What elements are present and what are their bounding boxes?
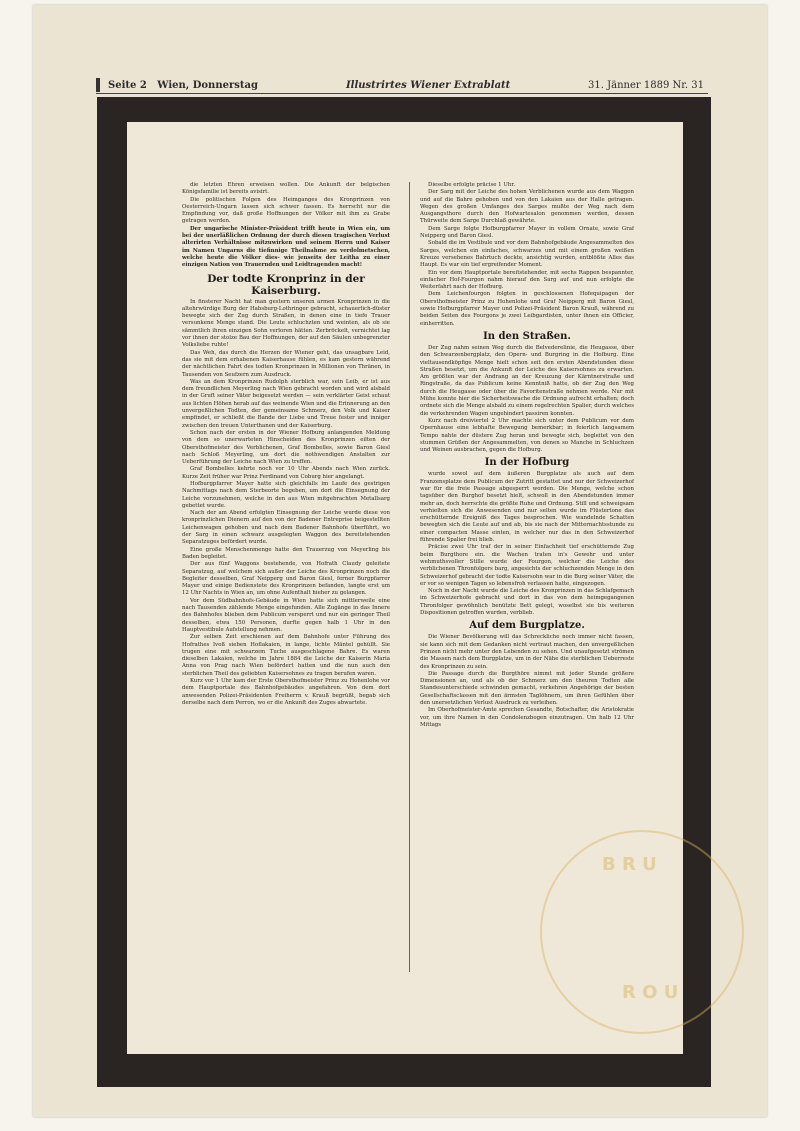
paragraph: Graf Bombelles kehrte noch vor 10 Uhr Abends nach Wien zurück. Kurze Zeit früher war Prinz Ferdinand von Coburg hier angelangt. (182, 466, 390, 480)
paragraph: Zur selben Zeit erschienen auf dem Bahnhofe unter Führung des Hofrathes Ivoß sieben Hoflakaien, in lange, lichte Mäntel gehüllt. Sie trugen eine mit schwarzem Tuche ausgeschlagene Bahre. Es waren dieselben Lakaien, welche im Jahre 1884 die Leiche der Kaiserin Maria Anna von Prag nach Wien befördert hatten und die nun auch den sterblichen Theil des geliebten Kaisersohnes zu tragen berufen waren. (182, 634, 390, 677)
section-heading: Der todte Kronprinz in der Kaiserburg. (207, 272, 365, 297)
section-heading: In der Hofburg (484, 457, 570, 469)
header-rule (96, 93, 708, 94)
paragraph: die letzten Ehren erweisen wollen. Die Ankunft der belgischen Königsfamilie ist bereits avisirt. (182, 182, 390, 196)
page-number-and-place: Seite 2 Wien, Donnerstag (108, 80, 258, 91)
page-header (96, 78, 708, 94)
paragraph: Schon nach der ersten in der Wiener Hofburg anlangenden Meldung von dem so unerwarteten Hinscheiden des Kronprinzen eilten der Obersthofmeister des Verblichenen, Graf Bombelles, sowie Baron Giesl nach Schloß Meyerling, um dort die nothwendigen Anstalten zur Ueberführung der Leiche nach Wien zu treffen. (182, 429, 390, 466)
issue-date: 31. Jänner 1889 Nr. 31 (588, 80, 704, 91)
paragraph: Die politischen Folgen des Heimganges des Kronprinzen von Oesterreich-Ungarn lassen sich schwer fassen. Es herrscht nur die Empfindung vor, daß große Hoffnungen der Völker mit ihm zu Grabe getragen werden. (182, 196, 390, 225)
paragraph: In finsterer Nacht hat man gestern unseren armen Kronprinzen in die altehrwürdige Burg der Habsburg-Lothringer gebracht, schauerlich-düster bewegte sich der Zug durch Straßen, in denen eine in tiefe Trauer versunkene Menge stand. Die Leute schluchzten und weinten, als ob sie sämmtlich ihren einzigen Sohn verloren hätten. Zerbröckelt, vernichtet lag vor ihnen der stolze Bau der Hoffnungen, der auf den Säulen unbegrenzter Volksliebe ruhte! (182, 298, 390, 349)
paragraph: Was an dem Kronprinzen Rudolph sterblich war, sein Leib, er ist aus dem freundlichen Meyerling nach Wien gebracht worden und wird alsbald in der Gruft seiner Väter beigesetzt werden — sein verklärter Geist schaut aus lichten Höhen herab auf das weinende Wien und die Erinnerung an den unvergeßlichen Todten, der gemeinsame Schmerz, den Volk und Kaiser empfindet, er schließt die Bande der Liebe und Treue fester und inniger zwischen den treuen Unterthanen und der Kaiserburg. (182, 378, 390, 429)
paragraph: Ein vor dem Hauptportale bereitstehender, mit sechs Rappen bespannter, einfacher Hof-Fourgon nahm hierauf den Sarg auf und nun erfolgte die Weiterfahrt nach der Hofburg. (420, 269, 634, 291)
paragraph: Kurz nach dreiviertel 2 Uhr machte sich unter dem Publicum vor dem Opernhause eine lebhafte Bewegung bemerkbar; in feierlich langsamem Tempo nahte der düstere Zug heran und bewegte sich, begleitet von den stummen Grüßen der Angesammelten, von denen so Manche in Schluchzen und Weinen ausbrachen, gegen die Hofburg. (420, 417, 634, 454)
left-column (182, 182, 390, 974)
header-bar (96, 78, 100, 92)
section-heading: Auf dem Burgplatze. (469, 620, 585, 632)
paragraph: Der ungarische Minister-Präsident trifft heute in Wien ein, um bei der unerläßlichen Ordnung der durch diesen tragischen Verlust alterirten Verhältnisse mitzuwirken und seinem Herrn und Kaiser im Namen Ungarns die tiefinnige Theilnahme zu verdolmetschen, welche heute die Völker dies- wie jenseits der Leitha zu einer einzigen Nation von Trauernden und Leidtragenden macht! (182, 225, 390, 269)
section-heading: In den Straßen. (483, 330, 571, 342)
watermark-stamp: B R U R O U (540, 830, 744, 1034)
paragraph: Präcise zwei Uhr traf der in seiner Einfachheit tief erschütternde Zug beim Burgthore ein. die Wachen traten in's Gewehr und unter wehmuthsvoller Stille wurde der Fourgon, welcher die Leiche des verblichenen Thronfolgers barg, angesichts der schluchzenden Menge in den Schweizerhof gebracht der todte Kaisersohn war in die Burg seiner Väter, die er vor so wenigen Tagen so lebensfroh verlassen hatte, eingezogen. (420, 544, 634, 587)
paragraph: Dem Leichenfourgon folgten in geschlossenen Hofequipagen der Obersthofmeister Prinz zu Hohenlohe und Graf Neipperg mit Baron Giesl, sowie Hofburgpfarrer Mayer und Polizei-Präsident Baron Krauß, während zu beiden Seiten des Fourgons je zwei Leibgardisten, unter ihnen ein Officier, einherritten. (420, 291, 634, 327)
masthead: Illustrirtes Wiener Extrablatt (346, 80, 511, 91)
paragraph: Hofburgpfarrer Mayer hatte sich gleichfalls im Laufe des gestrigen Nachmittags nach dem Sterbeorte begeben, um dort die Einsegnung der Leiche vorzunehmen, welche in den aus Wien mitgebrachten Metallsarg gebettet wurde. (182, 480, 390, 509)
paragraph: Sobald die im Vestibule und vor dem Bahnhofgebäude Angesammelten des Sarges, welchen ein einfaches, schwarzes und mit einem großen weißen Kreuze versehenes Bahrtuch deckte, ansichtig wurden, entblößte Alles das Haupt. Es war ein tief ergreifender Moment. (420, 240, 634, 269)
paragraph: Dem Sarge folgte Hofburgpfarrer Mayer in vollem Ornate, sowie Graf Neipperg und Baron Giesl. (420, 225, 634, 240)
paragraph: Die Passage durch die Burgthöre nimmt mit jeder Stunde größere Dimensionen an, und als ob der Schmerz um den theuren Todten alle Standesunterschiede schwinden gemacht, verkehren Angehörige der besten Gesellschaftsclassen mit den ärmsten Taglöhnern, um ihren Gefühlen über den unersetzlichen Verlust Ausdruck zu verleihen. (420, 670, 634, 706)
paragraph: wurde sowol auf dem äußeren Burgplatze als auch auf dem Franzensplatze dem Publicum der Zutritt gestattet und nur der Schweizerhof war für die freie Passage abgesperrt worden. Die Menge, welche schon tagsüber den Burghof besetzt hielt, schwoll in den Abendstunden immer mehr an, doch herrschte die größte Ruhe und Ordnung. Still und schweigsam verhielten sich die Anwesenden und nur selten wurde im Flüstertone das erschütternde Ereigniß des Tages besprochen. Wie wandelnde Schatten bewegten sich die Leute auf und ab, bis sie nach der Mitternachtsstunde zu einer compacten Masse einten, in welcher nur das in den Schweizerhof führende Spalier frei blieb. (420, 471, 634, 544)
paragraph: Kurz vor 1 Uhr kam der Erste Obersthofmeister Prinz zu Hohenlohe vor dem Hauptportale des Bahnhofgebäudes angefahren. Von dem dort anwesenden Polizei-Präsidenten Freiherrn v. Krauß begrüßt, begab sich derselbe nach dem Perron, wo er die Ankunft des Zuges abwartete. (182, 678, 390, 706)
paragraph: Der Zug nahm seinen Weg durch die Belvederelinie, die Heugasse, über den Schwarzenbergplatz, den Opern- und Burgring in die Hofburg. Eine vieltausendköpfige Menge hielt schon seit den ersten Abendstunden diese Straßen besetzt, um die Ankunft der Leiche des Kaisersohnes zu erwarten. Am größten war der Andrang an der Kreuzung der Kärntnerstraße und Ringstraße, da das Publicum keine Kenntniß hatte, ob der Zug den Weg durch die Heugasse oder über die Favoritenstraße nehmen werde. Nur mit Mühe konnte hier die Sicherheitswache die Ordnung aufrecht erhalten; doch ordnete sich die Menge alsbald zu einem regelrechten Spalier, durch welches die verkehrenden Wagen ungehindert passiren konnten. (420, 344, 634, 417)
paragraph: Der Sarg mit der Leiche des hohen Verblichenen wurde aus dem Waggon und auf die Bahre gehoben und von den Lakaien aus der Halle getragen. Wegen des großen Umfanges des Sarges mußte der Weg nach dem Ausgangsthore durch den Hofwartesalon genommen werden, dessen Thürweite dem Sarge Durchlaß gewährte. (420, 189, 634, 225)
paragraph: Dieselbe erfolgte präcise 1 Uhr. (428, 182, 516, 188)
paragraph: Eine große Menschenmenge hatte den Trauerzug von Meyerling bis Baden begleitet. (182, 546, 390, 560)
paragraph: Das Weh, das durch die Herzen der Wiener geht, das unsagbare Leid, das sie mit dem erhabenen Kaiserhause fühlen, es kam gestern während der nächtlichen Fahrt des todten Kronprinzen in Millionen von Thränen, in Tausenden von Seufzern zum Ausdruck. (182, 349, 390, 378)
paragraph: Noch in der Nacht wurde die Leiche des Kronprinzen in das Schlafgemach im Schweizerhofe gebracht und dort in das von dem heimgegangenen Thronfolger gewöhnlich benützte Bett gelegt, woselbst sie bis weiteren Dispositionen getroffen wurden, verblieb. (420, 588, 634, 617)
paragraph: Vor dem Südbahnhofs-Gebäude in Wien hatte sich mittlerweile eine nach Tausenden zählende Menge eingefunden. Alle Zugänge in das Innere des Bahnhofes blieben dem Publicum versperrt und nur ein geringer Theil desselben, etwa 150 Personen, durfte gegen halb 1 Uhr in den Hauptvestibule Aufstellung nehmen. (182, 597, 390, 633)
paragraph: Die Wiener Bevölkerung will das Schreckliche noch immer nicht fassen, sie kann sich mit dem Gedanken nicht vertraut machen, den unvergeßlichen Prinzen nicht mehr unter den Lebenden zu sehen. Und unaufgesetzt strömen die Massen nach dem Burgplatze, um in der Nähe die sterblichen Ueberreste des Kronprinzen zu sein. (420, 634, 634, 670)
paragraph: Im Oberhofmeister-Amte sprechen Gesandte, Botschafter, die Aristokratie vor, um ihre Namen in den Condolenzbogen einzutragen. Um halb 12 Uhr Mittags (420, 707, 634, 728)
paragraph: Nach der am Abend erfolgten Einsegnung der Leiche wurde diese von kronprinzlichen Dienern auf den von der Badener Entreprise beigestellten Leichenwagen gehoben und nach dem Badener Bahnhofe überführt, wo der Sarg in einen schwarz ausgelegten Waggon des bereitstehenden Separatzuges befördert wurde. (182, 510, 390, 546)
paragraph: Der aus fünf Waggons bestehende, von Hofrath Claudy geleitete Separatzug, auf welchem sich außer der Leiche des Kronprinzen noch die Begleiter desselben, Graf Neipperg und Baron Giesl, ferner Burgpfarrer Mayer und einige Bedienstete des Kronprinzen befanden, langte erst um 12 Uhr Nachts in Wien an, um ohne Aufenthalt hieher zu gelangen. (182, 561, 390, 597)
column-divider (409, 182, 410, 972)
